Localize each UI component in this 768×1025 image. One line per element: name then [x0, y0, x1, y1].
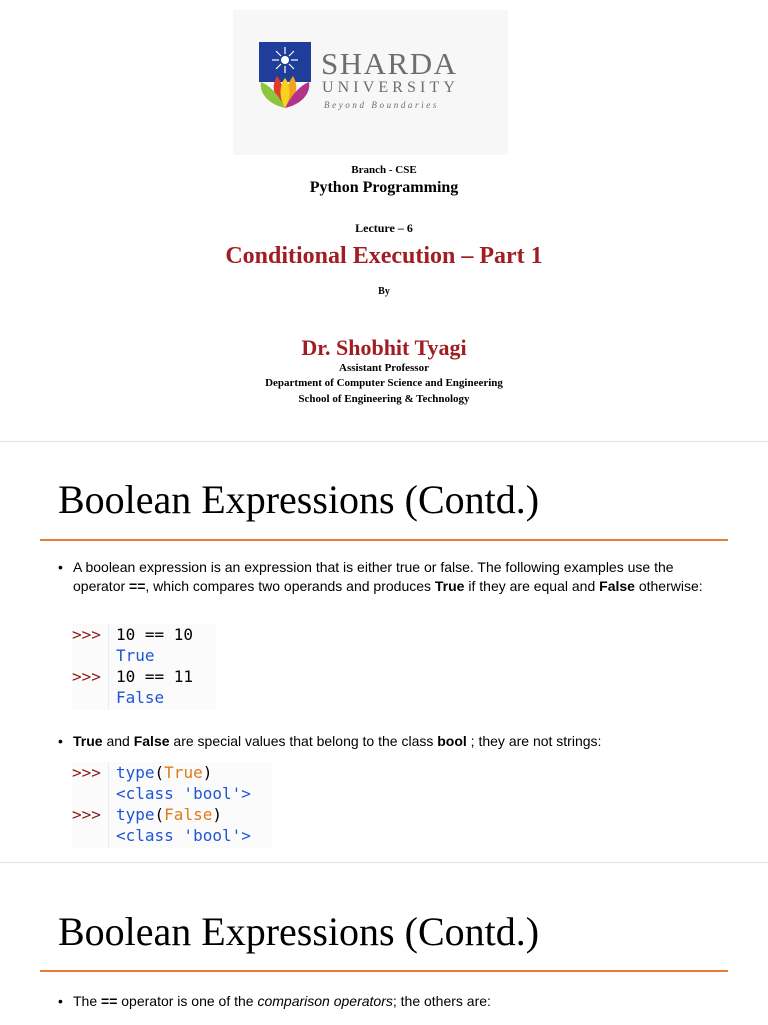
author-name: Dr. Shobhit Tyagi: [301, 335, 467, 360]
lecture-topic: Conditional Execution – Part 1: [225, 243, 543, 269]
title-underline: [40, 539, 728, 541]
course-title: Python Programming: [309, 179, 459, 196]
code-block-type: [72, 762, 272, 848]
slide-title: Boolean Expressions (Contd.): [58, 909, 540, 954]
author-department: Department of Computer Science and Engineering: [265, 377, 503, 389]
slide-boolean-expressions-2: [0, 862, 768, 1025]
bullet-dot-icon: •: [58, 993, 63, 1009]
logo-tagline: Beyond Boundaries: [324, 100, 439, 110]
code-input: 10 == 10: [116, 625, 194, 644]
title-underline: [40, 970, 728, 972]
by-label: By: [378, 286, 390, 297]
code-output: <class 'bool'>: [116, 784, 251, 803]
lotus-emblem-icon: [255, 42, 315, 110]
keyword-true: True: [434, 578, 465, 594]
keyword-false: False: [599, 578, 635, 594]
bullet-text: The: [73, 993, 102, 1009]
keyword-bool: bool: [437, 733, 467, 749]
code-block-equality: [72, 624, 216, 710]
branch-label: Branch - CSE: [351, 164, 417, 176]
code-output: True: [116, 646, 155, 665]
paren: (: [154, 763, 165, 782]
author-school: School of Engineering & Technology: [298, 393, 470, 405]
bullet-text: ; they are not strings:: [466, 733, 602, 749]
argument: False: [164, 805, 213, 824]
bullet-dot-icon: •: [58, 733, 63, 749]
function-name: type: [116, 805, 155, 824]
emphasis-text: comparison operators: [257, 993, 393, 1009]
author-role: Assistant Professor: [339, 362, 429, 374]
code-line: [72, 687, 216, 708]
prompt: >>>: [72, 667, 101, 686]
lecture-number: Lecture – 6: [355, 221, 413, 235]
code-line: [72, 762, 272, 783]
function-name: type: [116, 763, 155, 782]
bullet-text: , which compares two operands and produces: [145, 578, 435, 594]
bullet-text: are special values that belong to the class: [169, 733, 438, 749]
title-slide: [0, 0, 768, 440]
bullet-text: otherwise:: [634, 578, 703, 594]
code-line: [72, 666, 216, 687]
code-output: <class 'bool'>: [116, 826, 251, 845]
logo-name: SHARDA: [321, 46, 458, 81]
university-logo: [233, 10, 508, 155]
operator-text: ==: [101, 993, 118, 1009]
bullet-special-values: [58, 732, 713, 751]
code-line: [72, 624, 216, 645]
bullet-text: A boolean expression is an expression that is either true or false. The following examples use the operator: [73, 559, 674, 594]
paren: ): [202, 763, 213, 782]
code-line: [72, 783, 272, 804]
bullet-text: if they are equal and: [464, 578, 600, 594]
code-line: [72, 804, 272, 825]
bullet-text: operator is one of the: [117, 993, 258, 1009]
keyword-true: True: [73, 733, 103, 749]
slide-boolean-expressions-1: [0, 441, 768, 862]
operator-text: ==: [129, 578, 146, 594]
bullet-boolean-definition: [58, 558, 713, 596]
bullet-dot-icon: •: [58, 559, 63, 575]
prompt: >>>: [72, 763, 101, 782]
code-line: [72, 825, 272, 846]
prompt: >>>: [72, 625, 101, 644]
code-input: 10 == 11: [116, 667, 194, 686]
bullet-comparison-operators: [58, 992, 713, 1011]
keyword-false: False: [133, 733, 170, 749]
argument: True: [164, 763, 203, 782]
paren: (: [154, 805, 165, 824]
logo-subtitle: UNIVERSITY: [322, 79, 459, 96]
prompt: >>>: [72, 805, 101, 824]
bullet-text: ; the others are:: [392, 993, 491, 1009]
paren: ): [212, 805, 222, 824]
bullet-text: and: [102, 733, 134, 749]
code-output: False: [116, 688, 165, 707]
code-line: [72, 645, 216, 666]
slide-title: Boolean Expressions (Contd.): [58, 477, 540, 522]
